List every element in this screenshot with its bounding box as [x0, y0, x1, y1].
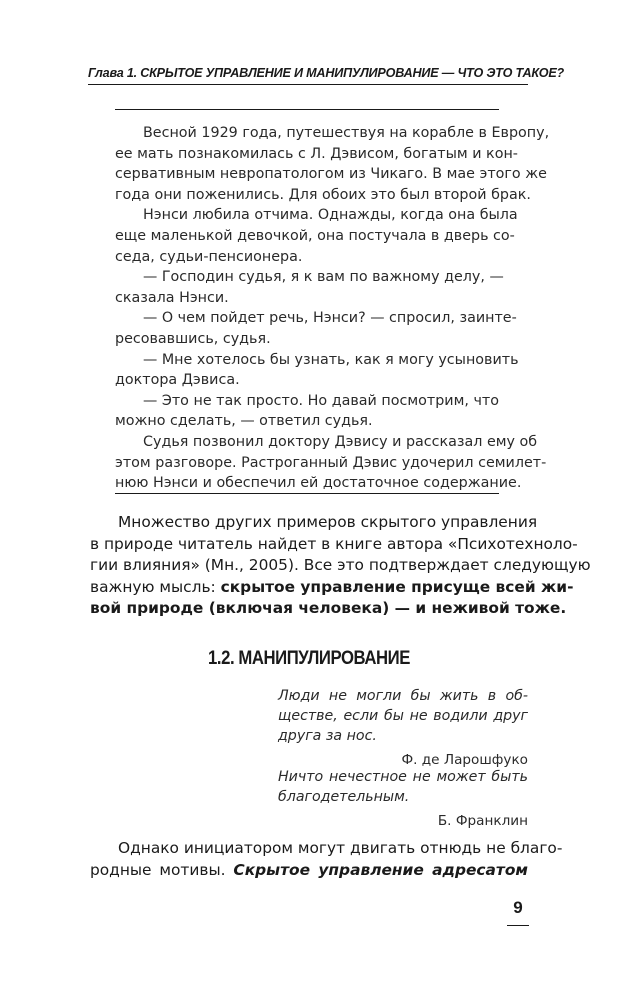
section-title: 1.2. МАНИПУЛИРОВАНИЕ	[208, 648, 410, 669]
quote-line: благодетельным.	[278, 789, 410, 805]
story-line: ее мать познакомилась с Л. Дэвисом, богатым и кон-	[115, 145, 518, 162]
story-line: — Это не так просто. Но давай посмотрим, что	[143, 392, 499, 409]
epigraph-author: Ф. де Ларошфуко	[401, 752, 528, 768]
epigraph-author: Б. Франклин	[437, 813, 528, 829]
story-line: нюю Нэнси и обеспечил ей достаточное содержание.	[115, 475, 522, 492]
quote-line: друга за нос.	[278, 728, 377, 744]
story-line: еще маленькой девочкой, она постучала в дверь со-	[115, 227, 515, 244]
story-line: сервативным невропатологом из Чикаго. В мае этого же	[115, 166, 547, 183]
paragraph-line: в природе читатель найдет в книге автора «Психотехноло-	[90, 534, 578, 553]
epigraph-quote	[278, 686, 528, 746]
story-line: — Господин судья, я к вам по важному делу, —	[143, 269, 504, 286]
story-line: года они поженились. Для обоих это был второй брак.	[115, 186, 531, 203]
paragraph-line: Однако инициатором могут двигать отнюдь не благо-	[118, 839, 563, 857]
story-line: Судья позвонил доктору Дэвису и рассказал ему об	[143, 433, 538, 450]
emphasis-text: Скрытое управление адресатом	[233, 860, 528, 879]
story-line: — Мне хотелось бы узнать, как я могу усыновить	[143, 351, 519, 368]
story-line: этом разговоре. Растроганный Дэвис удочерил семилет-	[115, 454, 547, 471]
story-line: Нэнси любила отчима. Однажды, когда она была	[143, 207, 518, 224]
paragraph-line: гии влияния» (Мн., 2005). Все это подтверждает следующую	[90, 556, 591, 575]
story-text	[115, 123, 550, 494]
final-paragraph	[90, 838, 563, 881]
epigraph	[278, 767, 528, 829]
story-line: — О чем пойдет речь, Нэнси? — спросил, заинте-	[143, 310, 517, 327]
story-line: доктора Дэвиса.	[115, 372, 240, 389]
footer-rule	[507, 925, 529, 926]
story-line: можно сделать, — ответил судья.	[115, 413, 373, 430]
story-line: седа, судьи-пенсионера.	[115, 248, 303, 265]
paragraph-line	[90, 860, 528, 882]
story-line: сказала Нэнси.	[115, 289, 229, 306]
quote-line: Люди не могли бы жить в об-	[278, 688, 528, 704]
key-idea-text: скрытое управление присуще всей жи-	[220, 577, 574, 596]
epigraph	[278, 686, 528, 768]
quote-line: Ничто нечестное не может быть	[278, 769, 528, 785]
paragraph-text: важную мысль:	[90, 577, 221, 596]
story-line: ресовавшись, судья.	[115, 330, 271, 347]
story-line: Весной 1929 года, путешествуя на корабле в Европу,	[143, 125, 550, 141]
header-rule	[88, 84, 528, 85]
key-idea-text: вой природе (включая человека) — и неживой тоже.	[90, 599, 567, 618]
paragraph-line: Множество других примеров скрытого управления	[118, 513, 538, 531]
story-box	[115, 109, 550, 494]
page-number: 9	[513, 898, 523, 917]
epigraph-quote	[278, 767, 528, 807]
quote-line: ществе, если бы не водили друг	[278, 708, 528, 724]
main-paragraph	[90, 512, 591, 620]
running-head: Глава 1. СКРЫТОЕ УПРАВЛЕНИЕ И МАНИПУЛИРОВАНИЕ — ЧТО ЭТО ТАКОЕ?	[88, 66, 565, 80]
paragraph-text: родные мотивы.	[90, 860, 234, 879]
paragraph-line	[90, 577, 574, 599]
